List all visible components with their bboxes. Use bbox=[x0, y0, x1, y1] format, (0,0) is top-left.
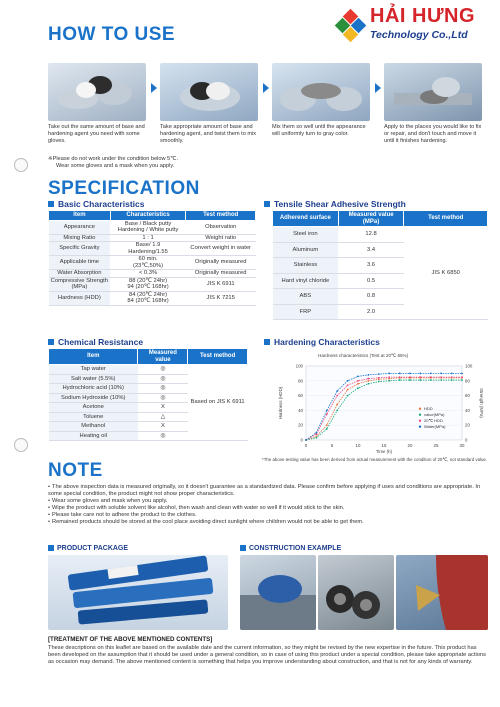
chart-legend-marker bbox=[419, 426, 421, 428]
step-1-photo bbox=[48, 63, 146, 121]
table-cell-item: Appearance bbox=[49, 220, 111, 234]
table-cell-value: 88 (20℃ 24hr) 94 (20℃ 168hr) bbox=[110, 277, 186, 291]
chart-point bbox=[420, 373, 422, 375]
warning-line: ※Please do not work under the condition below 5℃. bbox=[48, 156, 179, 162]
chart-legend-marker bbox=[419, 408, 421, 410]
table-row bbox=[49, 220, 256, 234]
note-item: • Remained products should be stored at the cool place avoiding direct sunlight where children would not be able to get them. bbox=[48, 519, 488, 526]
table-cell-value: 0.8 bbox=[338, 289, 404, 305]
chart-x-axis-label: Time (h) bbox=[375, 449, 393, 454]
chart-y-tick-label: 80 bbox=[298, 378, 303, 384]
table-cell-item: Mixing Ratio bbox=[49, 234, 111, 242]
chart-y-axis-label: Hardness (HDD) bbox=[278, 386, 283, 420]
chart-point bbox=[378, 373, 380, 375]
how-to-use-steps bbox=[48, 63, 488, 121]
table-header: Characteristics bbox=[110, 211, 186, 221]
logo-diamonds-icon bbox=[336, 11, 366, 41]
note-item: • Wear some gloves and mask when you apply. bbox=[48, 498, 488, 505]
step-2-text: Take appropriate amount of base and hardening agent, and twist them to mix smoothly. bbox=[160, 124, 257, 144]
chart-point bbox=[461, 379, 463, 381]
table-cell-value: Base / Black putty Hardening / White putty bbox=[110, 220, 186, 234]
chart-y2-axis-label: Strength (MPa) bbox=[479, 388, 484, 418]
chart-legend-label: value(MPa) bbox=[424, 412, 445, 417]
company-logo bbox=[336, 5, 486, 45]
table-cell-surface: Hard vinyl chloride bbox=[273, 273, 339, 289]
table-cell-value: X bbox=[138, 422, 188, 432]
chart-point bbox=[451, 373, 453, 375]
section-square-icon bbox=[48, 339, 54, 345]
table-cell-value: < 0.3% bbox=[110, 270, 186, 278]
table-cell-value: ◎ bbox=[138, 431, 188, 441]
chart-point bbox=[388, 376, 390, 378]
table-cell-item: Salt water (5.5%) bbox=[49, 374, 138, 384]
note-heading: NOTE bbox=[48, 460, 103, 481]
chart-point bbox=[316, 432, 318, 434]
table-cell-value: 3.6 bbox=[338, 258, 404, 274]
chart-x-tick-label: 15 bbox=[381, 443, 387, 448]
chart-y2-tick-label: 80 bbox=[465, 378, 470, 384]
chart-point bbox=[409, 376, 411, 378]
table-cell-method: Originally measured bbox=[186, 270, 256, 278]
table-cell-item: Tap water bbox=[49, 365, 138, 375]
table-cell-value: 2.0 bbox=[338, 304, 404, 320]
chart-y-tick-label: 100 bbox=[295, 363, 303, 369]
table-cell-value: 3.4 bbox=[338, 242, 404, 258]
step-3-photo bbox=[272, 63, 370, 121]
chart-point bbox=[440, 376, 442, 378]
step-1-text: Take out the same amount of base and hardening agent you need with some gloves. bbox=[48, 124, 145, 144]
specification-heading: SPECIFICATION bbox=[48, 178, 200, 199]
chart-point bbox=[326, 410, 328, 412]
tensile-table-body bbox=[273, 227, 488, 320]
chart-point bbox=[326, 424, 328, 426]
product-package-title: PRODUCT PACKAGE bbox=[48, 543, 128, 553]
table-cell-value: △ bbox=[138, 412, 188, 422]
table-header: Adherend surface bbox=[273, 211, 339, 227]
chart-point bbox=[368, 383, 370, 385]
chart-y2-tick-label: 0 bbox=[465, 437, 468, 443]
step-arrow-icon bbox=[263, 83, 269, 93]
chart-y2-tick-label: 100 bbox=[465, 363, 473, 369]
table-cell-method: Observation bbox=[186, 220, 256, 234]
chart-point bbox=[430, 376, 432, 378]
table-cell-item: Sodium Hydroxide (10%) bbox=[49, 393, 138, 403]
step-4-text: Apply to the places you would like to fix or repair, and don't touch and move it until it finishes hardening. bbox=[384, 124, 482, 144]
step-2-photo bbox=[160, 63, 258, 121]
table-cell-method: JIS K 6911 bbox=[186, 277, 256, 291]
chart-y2-tick-label: 40 bbox=[465, 407, 470, 413]
table-cell-value: X bbox=[138, 403, 188, 413]
construction-photo-1 bbox=[240, 555, 316, 630]
table-cell-item: Toluene bbox=[49, 412, 138, 422]
chemical-resistance-table bbox=[48, 348, 248, 441]
table-header: Test method bbox=[188, 349, 248, 365]
chart-x-tick-label: 20 bbox=[407, 443, 413, 448]
table-cell-value: ◎ bbox=[138, 365, 188, 375]
chart-legend-label: HDD bbox=[424, 406, 433, 411]
chart-x-tick-label: 25 bbox=[433, 443, 439, 448]
table-row bbox=[49, 277, 256, 291]
company-name: HẢI HƯNG bbox=[370, 5, 476, 27]
construction-example-title: CONSTRUCTION EXAMPLE bbox=[240, 543, 341, 553]
hardening-characteristics-title: Hardening Characteristics bbox=[264, 337, 380, 347]
chart-legend-marker bbox=[419, 420, 421, 422]
table-cell-method: Convert weight in water bbox=[186, 242, 256, 256]
tensile-strength-table bbox=[272, 210, 488, 320]
table-cell-item: Applicable time bbox=[49, 256, 111, 270]
chart-point bbox=[451, 379, 453, 381]
company-subtitle: Technology Co.,Ltd bbox=[370, 29, 468, 41]
table-cell-method: Based on JIS K 6911 bbox=[188, 365, 248, 441]
chart-point bbox=[399, 373, 401, 375]
note-list bbox=[48, 484, 488, 527]
chart-point bbox=[440, 373, 442, 375]
chart-y-tick-label: 0 bbox=[300, 437, 303, 443]
chart-point bbox=[388, 380, 390, 382]
how-to-use-heading: HOW TO USE bbox=[48, 24, 176, 45]
basic-table-body bbox=[49, 220, 256, 305]
chart-point bbox=[336, 404, 338, 406]
step-4-photo bbox=[384, 63, 482, 121]
chart-point bbox=[378, 377, 380, 379]
table-cell-value: 12.8 bbox=[338, 227, 404, 243]
chart-x-tick-label: 10 bbox=[355, 443, 361, 448]
chart-point bbox=[347, 384, 349, 386]
table-cell-surface: Stainless bbox=[273, 258, 339, 274]
chart-point bbox=[461, 376, 463, 378]
table-header: Measured value (MPa) bbox=[338, 211, 404, 227]
chart-point bbox=[347, 395, 349, 397]
table-cell-value: 84 (20℃ 24hr) 84 (20℃ 168hr) bbox=[110, 291, 186, 305]
chart-point bbox=[399, 376, 401, 378]
chart-y-tick-label: 20 bbox=[298, 422, 303, 428]
table-header: Item bbox=[49, 211, 111, 221]
punch-hole bbox=[14, 158, 28, 172]
chart-y-tick-label: 40 bbox=[298, 407, 303, 413]
chart-y-tick-label: 60 bbox=[298, 393, 303, 399]
tensile-strength-title: Tensile Shear Adhesive Strength bbox=[264, 199, 406, 209]
section-square-icon bbox=[264, 339, 270, 345]
basic-characteristics-title: Basic Characteristics bbox=[48, 199, 144, 209]
chart-point bbox=[451, 376, 453, 378]
chart-title: Hardness characteristics (Test at 20℃ 65%) bbox=[318, 353, 409, 358]
table-cell-item: Acetone bbox=[49, 403, 138, 413]
section-square-icon bbox=[48, 201, 54, 207]
chart-legend-label: 20℃ HDD bbox=[424, 418, 443, 423]
chart-point bbox=[388, 373, 390, 375]
table-header: Item bbox=[49, 349, 138, 365]
chart-x-tick-label: 5 bbox=[330, 443, 334, 448]
table-row bbox=[49, 270, 256, 278]
chart-point bbox=[357, 387, 359, 389]
table-row bbox=[49, 291, 256, 305]
table-header: Test method bbox=[404, 211, 488, 227]
chart-legend-label: Water(MPa) bbox=[424, 424, 446, 429]
construction-photo-2 bbox=[318, 555, 394, 630]
table-cell-value: ◎ bbox=[138, 393, 188, 403]
table-cell-item: Methanol bbox=[49, 422, 138, 432]
table-cell-item: Water Absorption bbox=[49, 270, 111, 278]
chart-point bbox=[440, 379, 442, 381]
note-item: • The above inspection data is measured originally, so it doesn't guarantee as a standardized data. Please confirm before applying if uses and conditions are appropriate. In some special condition, the product might not show proper characteristics. bbox=[48, 484, 488, 498]
table-cell-method: Weight ratio bbox=[186, 234, 256, 242]
product-package-photo bbox=[48, 555, 228, 630]
step-arrow-icon bbox=[151, 83, 157, 93]
table-row bbox=[49, 365, 248, 375]
treatment-text: These descriptions on this leaflet are based on the available date and the current information, so they might be revised by the new expertise in the future. This product has been developed on the assumption that it should be used under a general condition, so in case of using this product under a special condition, please take appropriate actions as occasion may demand. The above mentioned content is something that helps you improve understanding about construction, and that is not for any kinds of warranty. bbox=[48, 645, 486, 666]
chart-point bbox=[347, 389, 349, 391]
table-cell-method: JIS K 6850 bbox=[404, 227, 488, 320]
section-square-icon bbox=[240, 545, 246, 551]
warning-line: Wear some gloves and a mask when you apply. bbox=[56, 163, 175, 169]
chart-x-tick-label: 0 bbox=[304, 443, 308, 448]
table-cell-item: Heating oil bbox=[49, 431, 138, 441]
table-row bbox=[49, 242, 256, 256]
treatment-title: [TREATMENT OF THE ABOVE MENTIONED CONTENTS] bbox=[48, 636, 213, 643]
chart-point bbox=[357, 375, 359, 377]
chart-point bbox=[461, 373, 463, 375]
chemical-resistance-title: Chemical Resistance bbox=[48, 337, 143, 347]
chart-point bbox=[409, 379, 411, 381]
table-cell-value: ◎ bbox=[138, 384, 188, 394]
punch-hole bbox=[14, 438, 28, 452]
chart-point bbox=[336, 410, 338, 412]
chart-point bbox=[378, 381, 380, 383]
table-cell-surface: Aluminum bbox=[273, 242, 339, 258]
table-cell-item: Hydrochloric acid (10%) bbox=[49, 384, 138, 394]
chart-x-tick-label: 30 bbox=[459, 443, 465, 448]
chart-point bbox=[430, 373, 432, 375]
chart-point bbox=[368, 374, 370, 376]
table-cell-value: ◎ bbox=[138, 374, 188, 384]
table-cell-value: 60 min. (23℃,50%) bbox=[110, 256, 186, 270]
chart-point bbox=[316, 437, 318, 439]
table-header: Measured value bbox=[138, 349, 188, 365]
table-cell-item: Compressive Strength (MPa) bbox=[49, 277, 111, 291]
step-3-text: Mix them so well until the appearance will uniformly turn to gray color. bbox=[272, 124, 366, 137]
table-cell-method: Originally measured bbox=[186, 256, 256, 270]
section-square-icon bbox=[264, 201, 270, 207]
chart-footnote: *The above testing value has been derived from actual measurement with the condition of 20℃, not standard value. bbox=[262, 457, 488, 462]
table-row bbox=[273, 227, 488, 243]
table-cell-value: 0.5 bbox=[338, 273, 404, 289]
chart-point bbox=[357, 380, 359, 382]
chemical-table-body bbox=[49, 365, 248, 441]
table-cell-item: Specific Gravity bbox=[49, 242, 111, 256]
chart-point bbox=[368, 378, 370, 380]
chart-point bbox=[336, 395, 338, 397]
table-cell-item: Hardness (HDD) bbox=[49, 291, 111, 305]
basic-characteristics-table bbox=[48, 210, 256, 306]
chart-point bbox=[399, 379, 401, 381]
construction-photo-3 bbox=[396, 555, 488, 630]
note-item: • Wipe the product with soluble solvent like alcohol, then wash and clean with water so well if it would stick to the skin. bbox=[48, 505, 488, 512]
chart-point bbox=[430, 379, 432, 381]
table-row bbox=[49, 234, 256, 242]
chart-point bbox=[420, 379, 422, 381]
note-item: • Please take care not to adhere the product to the clothes. bbox=[48, 512, 488, 519]
chart-point bbox=[326, 413, 328, 415]
hardening-chart bbox=[272, 350, 488, 458]
table-row bbox=[49, 256, 256, 270]
table-cell-surface: FRP bbox=[273, 304, 339, 320]
chart-point bbox=[305, 439, 307, 441]
chart-point bbox=[347, 380, 349, 382]
chart-legend-marker bbox=[419, 414, 421, 416]
table-cell-value: Base/ 1.9 Hardening/1.55 bbox=[110, 242, 186, 256]
chart-point bbox=[336, 390, 338, 392]
step-arrow-icon bbox=[375, 83, 381, 93]
table-cell-surface: ABS bbox=[273, 289, 339, 305]
warning-note bbox=[48, 156, 348, 170]
table-cell-method: JIS K 7215 bbox=[186, 291, 256, 305]
chart-point bbox=[368, 380, 370, 382]
chart-point bbox=[326, 428, 328, 430]
table-cell-value: 1 : 1 bbox=[110, 234, 186, 242]
chart-point bbox=[409, 373, 411, 375]
chart-y2-tick-label: 60 bbox=[465, 393, 470, 399]
section-square-icon bbox=[48, 545, 54, 551]
table-header: Test method bbox=[186, 211, 256, 221]
table-cell-surface: Steel iron bbox=[273, 227, 339, 243]
chart-y2-tick-label: 20 bbox=[465, 422, 470, 428]
chart-point bbox=[420, 376, 422, 378]
chart-point bbox=[357, 383, 359, 385]
